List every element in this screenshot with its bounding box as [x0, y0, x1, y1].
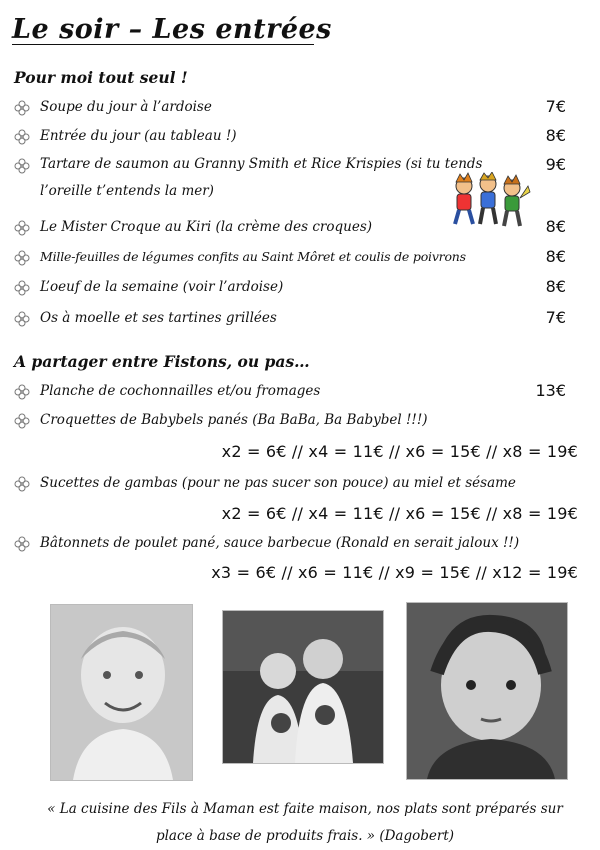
item-label: Soupe du jour à l’ardoise — [40, 99, 212, 115]
menu-item — [14, 218, 584, 240]
flower-bullet-icon — [14, 311, 30, 327]
flower-bullet-icon — [14, 476, 30, 492]
item-price: 8€ — [545, 217, 566, 236]
item-price: 9€ — [545, 155, 566, 174]
item-price: 8€ — [545, 247, 566, 266]
section-heading-share: A partager entre Fistons, ou pas… — [14, 352, 310, 371]
flower-bullet-icon — [14, 158, 30, 174]
item-label: Entrée du jour (au tableau !) — [40, 128, 237, 144]
menu-item — [14, 309, 584, 331]
menu-item — [14, 411, 584, 433]
item-label: Bâtonnets de poulet pané, sauce barbecue (Ronald en serait jaloux !!) — [40, 535, 520, 551]
flower-bullet-icon — [14, 220, 30, 236]
item-price: 7€ — [545, 308, 566, 327]
menu-item — [14, 534, 584, 556]
quantity-price-line: x3 = 6€ // x6 = 11€ // x9 = 15€ // x12 = 19€ — [211, 563, 578, 582]
item-label: L’oeuf de la semaine (voir l’ardoise) — [40, 279, 284, 295]
item-label: Os à moelle et ses tartines grillées — [40, 310, 277, 326]
item-label: Planche de cochonnailles et/ou fromages — [40, 383, 321, 399]
menu-item — [14, 382, 584, 404]
quantity-price-line: x2 = 6€ // x4 = 11€ // x6 = 15€ // x8 = 19€ — [221, 442, 578, 461]
item-price: 7€ — [545, 97, 566, 116]
item-label: Mille-feuilles de légumes confits au Saint Môret et coulis de poivrons — [40, 249, 466, 264]
quantity-price-line: x2 = 6€ // x4 = 11€ // x6 = 15€ // x8 = 19€ — [221, 504, 578, 523]
item-price: 13€ — [535, 381, 566, 400]
section-heading-solo: Pour moi tout seul ! — [14, 68, 188, 87]
flower-bullet-icon — [14, 413, 30, 429]
title-underline — [12, 44, 314, 45]
menu-item — [14, 127, 584, 149]
item-label: Tartare de saumon au Granny Smith et Rice Krispies (si tu tends l’oreille t’entends la mer) — [40, 156, 483, 199]
item-price: 8€ — [545, 126, 566, 145]
menu-title: Le soir – Les entrées — [12, 14, 332, 45]
menu-item — [14, 278, 584, 300]
flower-bullet-icon — [14, 129, 30, 145]
flower-bullet-icon — [14, 100, 30, 116]
flower-bullet-icon — [14, 280, 30, 296]
item-label: Croquettes de Babybels panés (Ba BaBa, Ba Babybel !!!) — [40, 412, 428, 428]
item-label: Sucettes de gambas (pour ne pas sucer son pouce) au miel et sésame — [40, 475, 516, 491]
footer-quote: « La cuisine des Fils à Maman est faite maison, nos plats sont préparés sur place à base de produits frais. » (Dagobert) — [47, 801, 563, 844]
flower-bullet-icon — [14, 536, 30, 552]
flower-bullet-icon — [14, 250, 30, 266]
menu-item — [14, 248, 584, 270]
child-photo-right — [406, 602, 568, 780]
flower-bullet-icon — [14, 384, 30, 400]
item-label: Le Mister Croque au Kiri (la crème des croques) — [40, 219, 373, 235]
children-photo-center — [222, 610, 384, 764]
menu-item — [14, 98, 584, 120]
child-photo-left — [50, 604, 193, 781]
menu-item — [14, 474, 584, 496]
item-price: 8€ — [545, 277, 566, 296]
